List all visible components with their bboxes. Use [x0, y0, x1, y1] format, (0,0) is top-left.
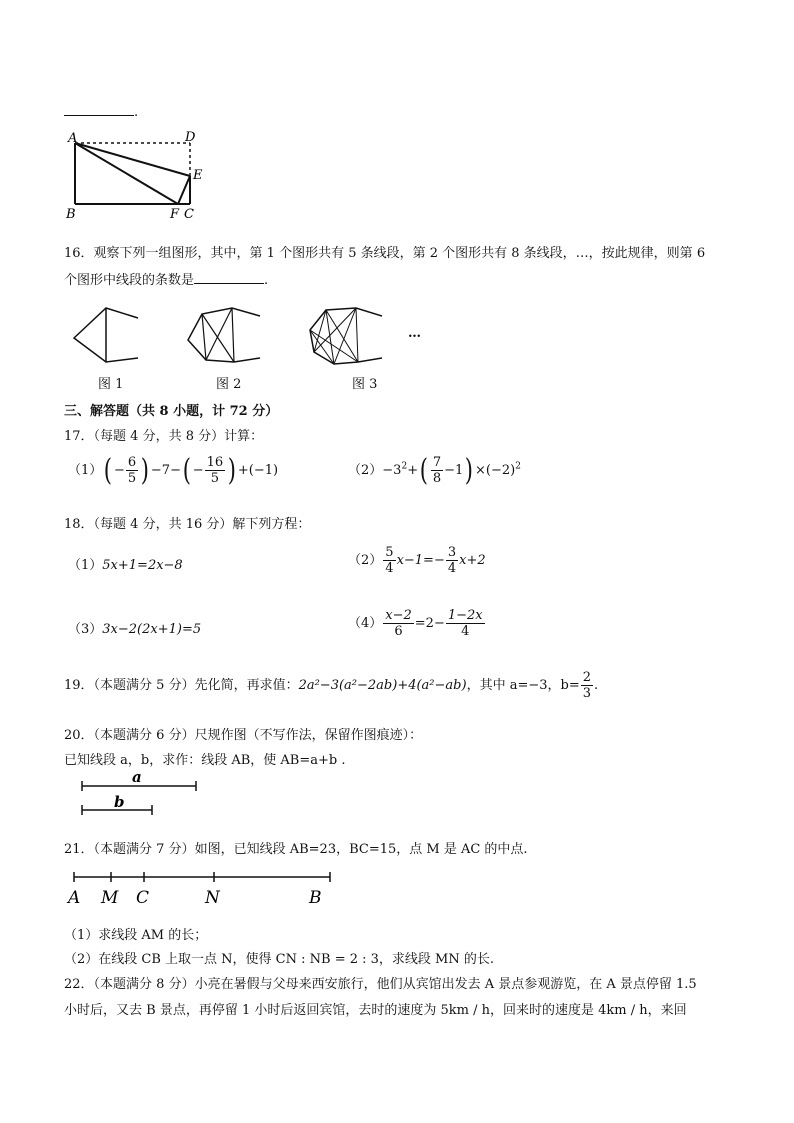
q17-part-1: （1）( − $\frac{6}{5}$ ) −7−( − $\frac{16}{5}$ ) +(−1) [68, 452, 279, 488]
fraction: $\frac{7}{8}$ [432, 455, 442, 486]
fraction: $\frac{16}{5}$ [206, 455, 224, 486]
q18-part-2: （2） $\frac{5}{4}$ x−1=− $\frac{3}{4}$ x+2 [348, 545, 486, 576]
q18-header: 18．（每题 4 分，共 16 分）解下列方程： [64, 517, 311, 532]
q21-number-line-figure [64, 865, 344, 910]
label-A: A [68, 131, 78, 146]
q16-caption-2: 图 2 [216, 377, 242, 392]
label-C: C [184, 207, 194, 222]
q18-part-1: （1）5x+1=2x−8 [68, 558, 183, 573]
q22-line-1: 22．（本题满分 8 分）小亮在暑假与父母来西安旅行，他们从宾馆出发去 A 景点参观游览，在 A 景点停留 1.5 [64, 977, 697, 992]
q22-line-2: 小时后，又去 B 景点，再停留 1 小时后返回宾馆，去时的速度为 5km / h，回来时的速度是 4km / h，来回 [64, 1003, 687, 1018]
q21-part-2: （2）在线段 CB 上取一点 N，使得 CN : NB = 2 : 3，求线段 MN 的长. [64, 952, 494, 967]
q16-line-1: 16．观察下列一组图形，其中，第 1 个图形共有 5 条线段，第 2 个图形共有 8 条线段，…，按此规律，则第 6 [64, 246, 706, 261]
point-B: B [309, 888, 322, 908]
q18-part-3: （3）3x−2(2x+1)=5 [68, 622, 202, 637]
label-B: B [66, 207, 76, 222]
q16-figure-2 [182, 300, 272, 370]
q18-part-4: （4） $\frac{x-2}{6}$ =2− $\frac{1-2x}{4}$ [348, 608, 483, 639]
q19-line: 19．（本题满分 5 分）先化简，再求值：2a²−3(a²−2ab)+4(a²−ab)，其中 a=−3，b= $\frac{2}{3}$ . [64, 670, 599, 701]
point-N: N [205, 888, 220, 908]
expr-text: −3 [382, 463, 402, 478]
period: . [134, 105, 139, 120]
point-M: M [101, 888, 119, 908]
point-C: C [136, 888, 150, 908]
q17-part-2: $(2)-3^2+$( $\frac{7}{8}$ $-1) \times(-2)^2$ [348, 452, 521, 488]
expr-text: +(−1) [237, 463, 279, 478]
fraction: $\frac{6}{5}$ [127, 455, 137, 486]
q16-ellipsis: … [408, 326, 421, 341]
q17-header: 17．（每题 4 分，共 8 分）计算： [64, 429, 264, 444]
label-F: F [170, 207, 180, 222]
label-D: D [185, 130, 196, 145]
label-E: E [193, 168, 203, 183]
q16-figure-1 [66, 300, 146, 370]
q16-figure-3 [302, 300, 392, 370]
q16-line-2 [64, 269, 268, 288]
q16-caption-1: 图 1 [98, 377, 124, 392]
q16-line-2-text: 个图形中线段的条数是 [64, 273, 195, 288]
q15-rectangle-figure [62, 126, 212, 226]
answer-blank [64, 103, 134, 116]
point-A: A [68, 888, 81, 908]
q21-header: 21．（本题满分 7 分）如图，已知线段 AB=23，BC=15，点 M 是 AC 的中点. [64, 842, 528, 857]
q20-header: 20．（本题满分 6 分）尺规作图（不写作法，保留作图痕迹）： [64, 728, 423, 743]
part-label: （1） [68, 463, 103, 478]
q16-caption-3: 图 3 [352, 377, 378, 392]
section-3-heading: 三、解答题（共 8 小题，计 72 分） [64, 404, 279, 419]
segment-b-label: b [114, 793, 125, 811]
period: . [264, 273, 269, 288]
part-label: （2） [348, 463, 383, 478]
answer-blank [194, 271, 264, 284]
q20-segments-figure [78, 768, 208, 820]
prev-answer-blank-line [64, 103, 138, 120]
q21-part-1: （1）求线段 AM 的长； [64, 928, 208, 943]
segment-a-label: a [132, 768, 142, 786]
expr-text: −7− [150, 463, 181, 478]
q20-line-2: 已知线段 a，b，求作：线段 AB，使 AB=a+b . [64, 753, 346, 768]
